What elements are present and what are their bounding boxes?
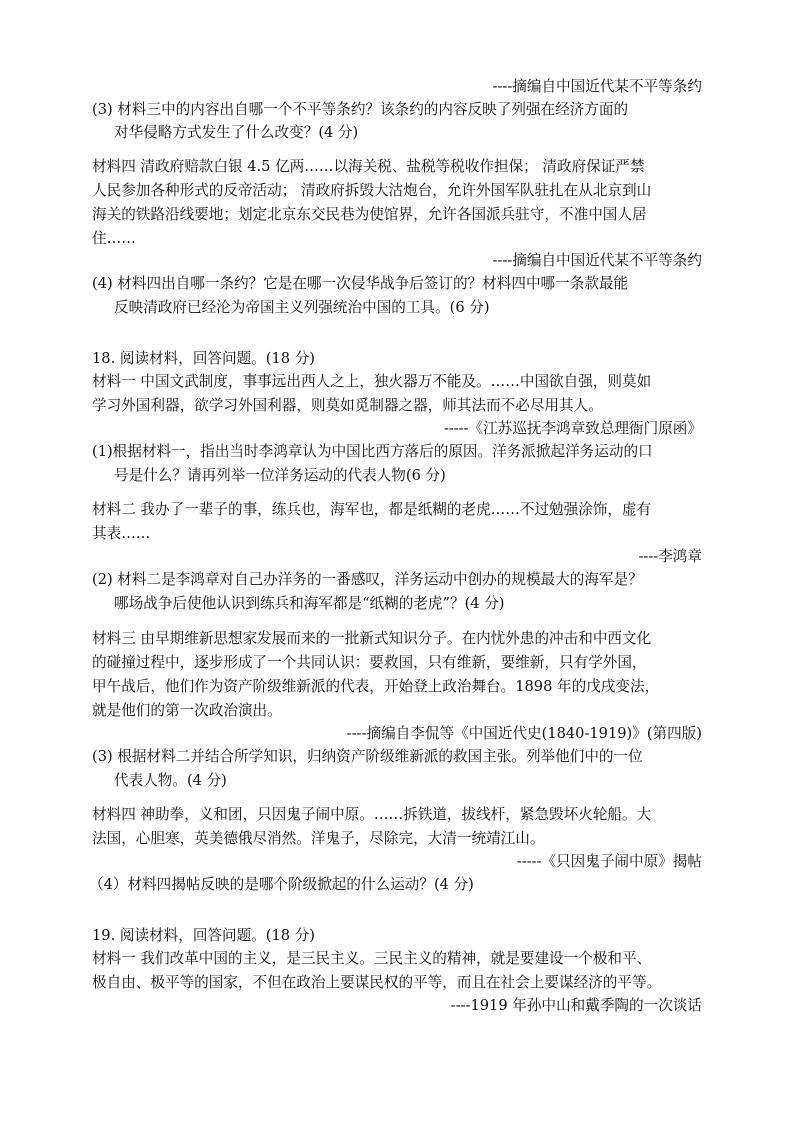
source-line: ----1919 年孙中山和戴季陶的一次谈话 [450, 997, 702, 1014]
q18-material-3-line-1: 材料三 由早期维新思想家发展而来的一批新式知识分子。在内忧外患的冲击和中西文化 [92, 630, 652, 647]
question-3-line-2: 对华侵略方式发生了什么改变？(4 分) [114, 124, 359, 141]
q18-material-1-line-1: 材料一 中国文武制度，事事远出西人之上，独火器万不能及。……中国欲自强，则莫如 [92, 373, 652, 390]
q19-material-1-line-2: 极自由、极平等的国家，不但在政治上要谋民权的平等，而且在社会上要谋经济的平等。 [92, 974, 662, 991]
q18-material-2-line-2: 其表…… [92, 525, 151, 542]
material-4-line-2: 人民参加各种形式的反帝活动； 清政府拆毁大沽炮台，允许外国军队驻扎在从北京到山 [92, 182, 652, 199]
material-4-line-1: 材料四 清政府赔款白银 4.5 亿两……以海关税、盐税等税收作担保； 清政府保证严禁 [92, 158, 645, 175]
source-line: ----摘编自李侃等《中国近代史(1840-1919)》(第四版) [346, 725, 702, 742]
q18-material-3-line-2: 的碰撞过程中，逐步形成了一个共同认识：要救国，只有维新，要维新，只有学外国， [92, 654, 647, 671]
question-4-line-2: 反映清政府已经沦为帝国主义列强统治中国的工具。(6 分) [114, 299, 490, 316]
q18-question-2-line-1: (2) 材料二是李鸿章对自己办洋务的一番感叹，洋务运动中创办的规模最大的海军是？ [92, 571, 643, 588]
question-3-line-1: (3) 材料三中的内容出自哪一个不平等条约？该条约的内容反映了列强在经济方面的 [92, 101, 629, 118]
material-4-line-3: 海关的铁路沿线要地；划定北京东交民巷为使馆界，允许各国派兵驻守，不准中国人居 [92, 206, 647, 223]
q18-question-1-line-1: (1)根据材料一，指出当时李鸿章认为中国比西方落后的原因。洋务派掀起洋务运动的口 [92, 443, 653, 460]
question-19-heading: 19. 阅读材料，回答问题。(18 分) [92, 927, 315, 944]
question-4-line-1: (4) 材料四出自哪一条约？它是在哪一次侵华战争后签订的？材料四中哪一条款最能 [92, 275, 629, 292]
source-line: ----摘编自中国近代某不平等条约 [492, 252, 702, 269]
q18-material-4-line-1: 材料四 神助拳，义和团，只因鬼子闹中原。……拆铁道，拔线杆，紧急毁坏火轮船。大 [92, 806, 652, 823]
q18-question-3-line-2: 代表人物。(4 分) [114, 772, 227, 789]
q18-question-2-line-2: 哪场战争后使他认识到练兵和海军都是“纸糊的老虎”？(4 分) [114, 595, 505, 612]
source-line: ----李鸿章 [638, 548, 702, 565]
source-line: -----《只因鬼子闹中原》揭帖 [516, 853, 702, 870]
question-18-heading: 18. 阅读材料，回答问题。(18 分) [92, 350, 315, 367]
q18-question-3-line-1: (3) 根据材料二并结合所学知识，归纳资产阶级维新派的救国主张。列举他们中的一位 [92, 748, 643, 765]
q19-material-1-line-1: 材料一 我们改革中国的主义，是三民主义。三民主义的精神，就是要建设一个极和平、 [92, 950, 652, 967]
q18-question-4: （4）材料四揭帖反映的是哪个阶级掀起的什么运动？(4 分) [89, 876, 474, 893]
q18-material-2-line-1: 材料二 我办了一辈子的事，练兵也，海军也，都是纸糊的老虎……不过勉强涂饰，虚有 [92, 501, 652, 518]
q18-question-1-line-2: 号是什么？请再列举一位洋务运动的代表人物(6 分) [114, 467, 446, 484]
source-line: ----摘编自中国近代某不平等条约 [492, 78, 702, 95]
source-line: -----《江苏巡抚李鸿章致总理衙门原函》 [443, 420, 702, 437]
q18-material-1-line-2: 学习外国利器，欲学习外国利器，则莫如觅制器之器，师其法而不必尽用其人。 [92, 397, 603, 414]
q18-material-3-line-4: 就是他们的第一次政治演出。 [92, 702, 282, 719]
material-4-line-4: 住…… [92, 230, 136, 247]
q18-material-4-line-2: 法国，心胆寒，英美德俄尽消然。洋鬼子，尽除完，大清一统靖江山。 [92, 830, 545, 847]
q18-material-3-line-3: 甲午战后，他们作为资产阶级维新派的代表，开始登上政治舞台。1898 年的戊戌变法， [92, 678, 660, 695]
